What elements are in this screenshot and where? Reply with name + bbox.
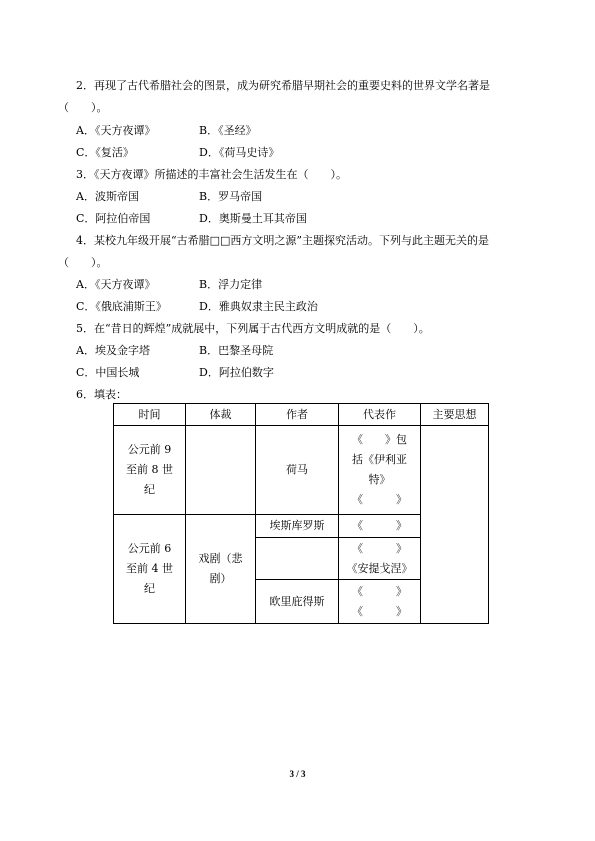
question-5-option-b: B．巴黎圣母院 <box>199 344 274 357</box>
question-5-option-a: A．埃及金字塔 <box>76 344 150 357</box>
cell-author-1: 荷马 <box>256 426 339 515</box>
header-author: 作者 <box>256 404 339 426</box>
question-3-stem: 3．《天方夜谭》所描述的丰富社会生活发生在（ ）。 <box>76 168 347 181</box>
cell-text-line: 纪 <box>144 483 155 496</box>
cell-text-line: 至前 4 世 <box>126 562 173 575</box>
question-4-stem: 4．某校九年级开展“古希腊□□西方文明之源”主题探究活动。下列与此主题无关的是 <box>76 234 490 247</box>
cell-text-line: 剧） <box>209 572 232 585</box>
question-3-option-a: A．波斯帝国 <box>76 190 139 203</box>
question-3-option-b: B．罗马帝国 <box>199 190 263 203</box>
cell-text-line: 《 》 <box>352 493 407 506</box>
cell-text-line: 公元前 9 <box>127 443 172 456</box>
cell-text-line: 《安提戈涅》 <box>346 561 413 575</box>
cell-text-line: 至前 8 世 <box>126 463 173 476</box>
cell-works-2a[interactable]: 《 》 <box>339 515 421 538</box>
cell-author-2c: 欧里庇得斯 <box>256 580 339 624</box>
question-3-option-c: C．阿拉伯帝国 <box>76 212 151 225</box>
cell-text-line: 《 》 <box>352 541 407 555</box>
cell-works-2c[interactable] <box>339 580 421 624</box>
table-row <box>114 426 489 515</box>
question-4-option-a: A．《天方夜谭》 <box>76 278 156 291</box>
cell-time-1 <box>114 426 186 515</box>
question-6-stem: 6．填表： <box>76 388 127 401</box>
cell-main-thought[interactable] <box>421 426 489 624</box>
table-header-row <box>114 404 489 426</box>
cell-text-line: 《 》 <box>352 604 407 618</box>
question-2-option-b: B．《圣经》 <box>199 124 257 137</box>
question-5-option-c: C．中国长城 <box>76 366 140 379</box>
question-2-stem: 2．再现了古代希腊社会的图景，成为研究希腊早期社会的重要史料的世界文学名著是 <box>76 79 490 92</box>
cell-text-line: 特》 <box>368 473 391 486</box>
question-4-option-d: D．雅典奴隶主民主政治 <box>199 300 318 313</box>
header-main-thought: 主要思想 <box>421 404 489 426</box>
cell-genre-1[interactable] <box>186 426 256 515</box>
cell-text-line: 纪 <box>144 582 155 595</box>
cell-works-1[interactable] <box>339 426 421 515</box>
cell-text-line: 《 》包 <box>352 433 407 446</box>
question-2-stem-cont: （ ）。 <box>58 101 108 114</box>
cell-author-2b[interactable] <box>256 538 339 580</box>
question-5-stem: 5．在“昔日的辉煌”成就展中，下列属于古代西方文明成就的是（ ）。 <box>76 322 430 335</box>
question-3-option-d: D．奥斯曼土耳其帝国 <box>199 212 307 225</box>
cell-text-line: 戏剧（悲 <box>198 552 243 565</box>
question-2-option-c: C．《复活》 <box>76 146 134 159</box>
page-number: 3 / 3 <box>289 769 306 779</box>
cell-text-line: 括《伊利亚 <box>352 453 407 466</box>
question-5-option-d: D．阿拉伯数字 <box>199 366 274 379</box>
header-genre: 体裁 <box>186 404 256 426</box>
question-4-stem-cont: （ ）。 <box>58 256 108 269</box>
question-4-option-b: B．浮力定律 <box>199 278 263 291</box>
header-time: 时间 <box>114 404 186 426</box>
question-2-option-d: D．《荷马史诗》 <box>199 146 280 159</box>
header-works: 代表作 <box>339 404 421 426</box>
question-4-option-c: C．《俄底浦斯王》 <box>76 300 167 313</box>
cell-author-2a: 埃斯库罗斯 <box>256 515 339 538</box>
cell-time-2 <box>114 515 186 624</box>
cell-text-line: 《 》 <box>352 584 407 598</box>
fill-in-table <box>113 403 489 624</box>
cell-genre-2 <box>186 515 256 624</box>
question-2-option-a: A．《天方夜谭》 <box>76 124 156 137</box>
cell-text-line: 公元前 6 <box>127 542 172 555</box>
cell-works-2b[interactable] <box>339 538 421 580</box>
